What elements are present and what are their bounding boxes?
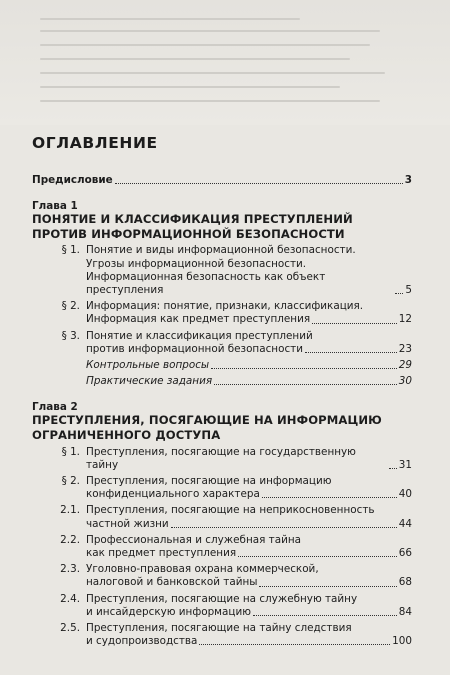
entry-line: конфиденциального характера (86, 488, 260, 501)
entry-line: Понятие и виды информационной безопасности. (86, 244, 356, 257)
entry-line: и инсайдерскую информацию (86, 605, 251, 618)
entry-line: Контрольные вопросы (86, 359, 210, 372)
toc-entry (32, 534, 412, 560)
entry-number: 2.4. (60, 592, 80, 605)
chapter-title-line: ПОНЯТИЕ И КЛАССИФИКАЦИЯ ПРЕСТУПЛЕНИЙ (32, 212, 353, 227)
toc-entry (32, 475, 412, 501)
entry-number: 2.2. (60, 533, 80, 546)
entry-line: Преступления, посягающие на неприкосновенность (86, 504, 375, 517)
entry-page: 84 (398, 605, 412, 618)
entry-line: Информация как предмет преступления (86, 313, 311, 326)
preface-page: 3 (404, 174, 412, 186)
toc-entry (32, 563, 412, 589)
entry-line: Угрозы информационной безопасности. (86, 257, 307, 270)
toc-entry (32, 330, 412, 356)
entry-line: против информационной безопасности (86, 342, 303, 355)
entry-page: 12 (398, 313, 412, 326)
dot-leader (253, 615, 397, 616)
dot-leader (115, 183, 403, 184)
preface-entry (32, 174, 412, 187)
entry-number: § 1. (61, 244, 80, 257)
bleed-through-area (0, 0, 450, 125)
entry-line: Уголовно-правовая охрана коммерческой, (86, 563, 319, 576)
dot-leader (214, 384, 397, 385)
chapter-label: Глава 1 (32, 200, 78, 213)
entry-number: § 2. (61, 300, 80, 313)
entry-line: Преступления, посягающие на государственную тайну (86, 445, 356, 471)
entry-line: Преступления, посягающие на служебную тайну (86, 592, 358, 605)
chapter-title (32, 413, 412, 442)
dot-leader (395, 293, 403, 294)
dot-leader (259, 586, 396, 587)
toc-entry (32, 593, 412, 619)
entry-line: как предмет преступления (86, 547, 237, 560)
entry-page: 31 (398, 458, 412, 471)
entry-page: 40 (398, 488, 412, 501)
entry-number: § 3. (61, 329, 80, 342)
entry-number: 2.5. (60, 622, 80, 635)
entry-page: 100 (392, 635, 412, 648)
entry-number (32, 375, 86, 388)
entry-number: 2.1. (60, 504, 80, 517)
entry-number: 2.3. (60, 563, 80, 576)
entry-number (32, 359, 86, 372)
entry-line: и судопроизводства (86, 635, 198, 648)
toc-entry (32, 504, 412, 530)
entry-line: налоговой и банковской тайны (86, 576, 258, 589)
entry-line: Практические задания (86, 375, 213, 388)
entry-page: 30 (398, 375, 412, 388)
toc-heading: ОГЛАВЛЕНИЕ (32, 134, 158, 152)
dot-leader (238, 556, 397, 557)
toc-entry (32, 244, 412, 297)
toc-entry-practical-tasks (32, 375, 412, 388)
entry-line: Понятие и классификация преступлений (86, 329, 313, 342)
entry-page: 29 (398, 359, 412, 372)
chapter-title-line: ПРОТИВ ИНФОРМАЦИОННОЙ БЕЗОПАСНОСТИ (32, 226, 345, 241)
entry-number: § 2. (61, 475, 80, 488)
entry-line: Преступления, посягающие на тайну следствия (86, 622, 352, 635)
toc-entry-control-questions (32, 359, 412, 372)
chapter-title (32, 212, 412, 241)
entry-page: 44 (398, 517, 412, 530)
entry-page: 5 (405, 284, 412, 296)
toc-entry (32, 622, 412, 648)
entry-page: 66 (398, 547, 412, 560)
entry-line: Преступления, посягающие на информацию (86, 475, 332, 488)
entry-line: частной жизни (86, 517, 169, 530)
entry-line: Информационная безопасность как объект преступления (86, 270, 326, 296)
dot-leader (389, 468, 397, 469)
dot-leader (262, 497, 397, 498)
chapter-2 (32, 401, 412, 648)
entry-page: 68 (398, 576, 412, 589)
entry-line: Профессиональная и служебная тайна (86, 533, 301, 546)
chapter-label: Глава 2 (32, 401, 78, 414)
preface-label: Предисловие (32, 174, 113, 186)
dot-leader (312, 323, 397, 324)
toc-entry (32, 300, 412, 326)
entry-number: § 1. (61, 445, 80, 458)
chapter-1 (32, 200, 412, 388)
dot-leader (199, 644, 390, 645)
dot-leader (211, 368, 397, 369)
entry-line: Информация: понятие, признаки, классификация. (86, 300, 364, 313)
dot-leader (305, 352, 397, 353)
chapter-title-line: ПРЕСТУПЛЕНИЯ, ПОСЯГАЮЩИЕ НА ИНФОРМАЦИЮ (32, 413, 382, 428)
chapter-title-line: ОГРАНИЧЕННОГО ДОСТУПА (32, 428, 221, 443)
table-of-contents (32, 134, 412, 651)
dot-leader (171, 527, 397, 528)
toc-entry (32, 446, 412, 472)
entry-page: 23 (398, 342, 412, 355)
